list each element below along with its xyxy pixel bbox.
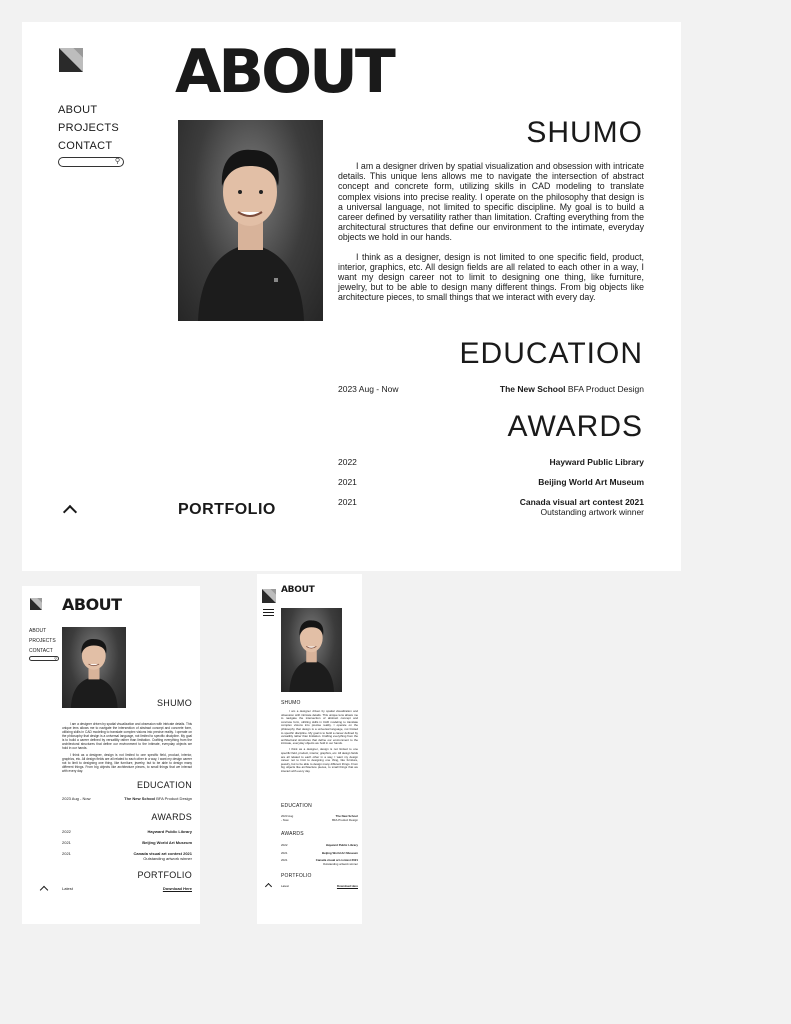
award-year: 2021 xyxy=(62,851,71,856)
award-year: 2021 xyxy=(338,497,357,507)
search-icon[interactable]: ⚲ xyxy=(114,158,120,165)
award-row xyxy=(281,843,358,847)
scroll-up-icon[interactable] xyxy=(265,883,272,890)
award-year: 2021 xyxy=(281,851,288,855)
bio-text xyxy=(281,710,358,776)
award-row xyxy=(62,851,192,861)
nav-projects[interactable]: PROJECTS xyxy=(58,122,120,134)
tablet-page xyxy=(22,586,200,924)
nav-about[interactable]: ABOUT xyxy=(29,628,47,634)
education-row xyxy=(62,796,192,801)
desktop-page xyxy=(22,22,681,571)
nav-about[interactable]: ABOUT xyxy=(58,104,98,116)
page-title: ABOUT xyxy=(281,585,315,595)
award-subtitle: Outstanding artwork winner xyxy=(143,856,192,861)
award-title: Beijing World Art Museum xyxy=(142,840,192,845)
awards-heading: AWARDS xyxy=(151,812,192,822)
portfolio-heading: PORTFOLIO xyxy=(281,873,312,879)
award-title: Beijing World Art Museum xyxy=(538,477,644,487)
portfolio-latest: Latest xyxy=(281,884,289,888)
award-title: Hayward Public Library xyxy=(549,457,644,467)
site-logo-icon[interactable] xyxy=(59,48,83,72)
portrait-photo xyxy=(178,120,323,321)
awards-heading: AWARDS xyxy=(507,410,643,443)
portfolio-row xyxy=(281,884,358,888)
award-title: Hayward Public Library xyxy=(147,829,192,834)
site-logo-icon[interactable] xyxy=(30,598,42,610)
award-year: 2022 xyxy=(281,843,288,847)
award-row xyxy=(281,851,358,855)
education-heading: EDUCATION xyxy=(281,803,312,809)
search-input[interactable] xyxy=(58,157,124,167)
search-input[interactable] xyxy=(29,656,59,661)
scroll-up-icon[interactable] xyxy=(63,505,77,519)
nav-contact[interactable]: CONTACT xyxy=(29,648,53,654)
award-title: Canada visual art contest 2021 xyxy=(315,858,358,862)
education-school: The New School BFA Product Design xyxy=(332,814,358,822)
awards-heading: AWARDS xyxy=(281,831,304,837)
education-row xyxy=(338,384,644,394)
bio-paragraph: I think as a designer, design is not limited to one specific field, product, interior, graphics, etc. All design fields are all related to each other in a way, I want my design career not to limit to designing one thing, like furniture, jewelry, but to be able to design many different things. From big objects like architecture pieces, to small things that we interact with every day. xyxy=(62,753,192,773)
mobile-page xyxy=(257,574,362,924)
education-school: The New School BFA Product Design xyxy=(499,384,644,394)
scroll-up-icon[interactable] xyxy=(40,886,48,894)
award-subtitle: Outstanding artwork winner xyxy=(322,861,358,866)
education-heading: EDUCATION xyxy=(459,337,643,370)
bio-text xyxy=(338,161,644,312)
award-year: 2021 xyxy=(281,858,288,862)
name-heading: SHUMO xyxy=(526,116,643,149)
portfolio-heading: PORTFOLIO xyxy=(137,870,192,880)
download-link[interactable]: Download Here xyxy=(162,886,192,891)
page-title: ABOUT xyxy=(175,37,393,107)
award-row xyxy=(62,840,192,845)
award-title: Canada visual art contest 2021 xyxy=(133,851,192,856)
portrait-photo xyxy=(281,608,342,692)
award-subtitle: Outstanding artwork winner xyxy=(540,507,644,517)
nav-projects[interactable]: PROJECTS xyxy=(29,638,56,644)
bio-paragraph: I am a designer driven by spatial visualization and obsession with intricate details. This unique lens allows me to navigate the intersection of abstract concept and concrete form, utilizing skills in CAD modeling to translate complex visions into precise reality. I operate on the philosophy that design is a universal language, not limited to specific discipline. My goal is to build a career defined by versatility rather than limitation. Crafting everything from the architectural structures that define our environment to the intimate, everyday objects we hold in our hands. xyxy=(62,722,193,750)
name-heading: SHUMO xyxy=(157,698,192,708)
search-icon[interactable]: ⚲ xyxy=(54,656,57,661)
education-date: 2023 Aug - Now xyxy=(62,796,91,801)
award-row xyxy=(338,497,644,517)
award-year: 2021 xyxy=(62,840,71,845)
award-year: 2022 xyxy=(62,829,71,834)
award-row xyxy=(62,829,192,834)
award-title: Canada visual art contest 2021 xyxy=(519,497,644,507)
bio-paragraph: I am a designer driven by spatial visualization and obsession with intricate details. This unique lens allows me to navigate the intersection of abstract concept and concrete form, utilizing skills in CAD modeling to translate complex visions into precise reality. I operate on the philosophy that design is a universal language, not limited to specific discipline. My goal is to build a career defined by versatility rather than limitation. Crafting everything from the architectural structures that define our environment to the intimate, everyday objects we hold in our hands. xyxy=(281,709,358,746)
bio-paragraph: I think as a designer, design is not limited to one specific field, product, interior, graphics, etc. All design fields are all related to each other in a way, I want my design career not to limit to designing one thing, like furniture, jewelry, but to be able to design many different things. From big objects like architecture pieces, to small things that we interact with every day. xyxy=(338,251,644,303)
education-heading: EDUCATION xyxy=(136,780,192,790)
education-date: 2023 Aug - Now xyxy=(338,384,399,394)
portfolio-row xyxy=(62,886,192,891)
site-logo-icon[interactable] xyxy=(262,589,276,603)
award-row xyxy=(281,859,358,866)
main-nav xyxy=(29,626,56,656)
hamburger-menu-icon[interactable] xyxy=(263,609,274,618)
award-year: 2021 xyxy=(338,477,357,487)
portfolio-link[interactable]: PORTFOLIO xyxy=(178,501,276,518)
page-title: ABOUT xyxy=(62,595,122,614)
award-title: Hayward Public Library xyxy=(325,843,358,847)
education-school: The New School BFA Product Design xyxy=(124,796,192,801)
name-heading: SHUMO xyxy=(281,700,301,706)
education-row xyxy=(281,815,358,822)
award-row xyxy=(338,457,644,467)
bio-paragraph: I think as a designer, design is not limited to one specific field, product, interior, graphics, etc. All design fields are all related to each other in a way, I want my design career not to limit to designing one thing, like furniture, jewelry, but to be able to design many different things. From big objects like architecture pieces, to small things that we interact with every day. xyxy=(281,747,358,773)
education-date: 2023 Aug - Now xyxy=(281,814,294,822)
nav-contact[interactable]: CONTACT xyxy=(58,140,113,152)
main-nav xyxy=(58,101,119,155)
portrait-photo xyxy=(62,627,126,708)
award-row xyxy=(338,477,644,487)
bio-text xyxy=(62,722,192,776)
award-year: 2022 xyxy=(338,457,357,467)
award-title: Beijing World Art Museum xyxy=(322,851,358,855)
portfolio-latest: Latest xyxy=(62,886,73,891)
bio-paragraph: I am a designer driven by spatial visualization and obsession with intricate details. This unique lens allows me to navigate the intersection of abstract concept and concrete form, utilizing skills in CAD modeling to translate complex visions into precise reality. I operate on the philosophy that design is a universal language, not limited to specific discipline. My goal is to build a career defined by versatility rather than limitation. Crafting everything from the architectural structures that define our environment to the intimate, everyday objects we hold in our hands. xyxy=(338,161,644,243)
download-link[interactable]: Download Here xyxy=(336,884,358,888)
